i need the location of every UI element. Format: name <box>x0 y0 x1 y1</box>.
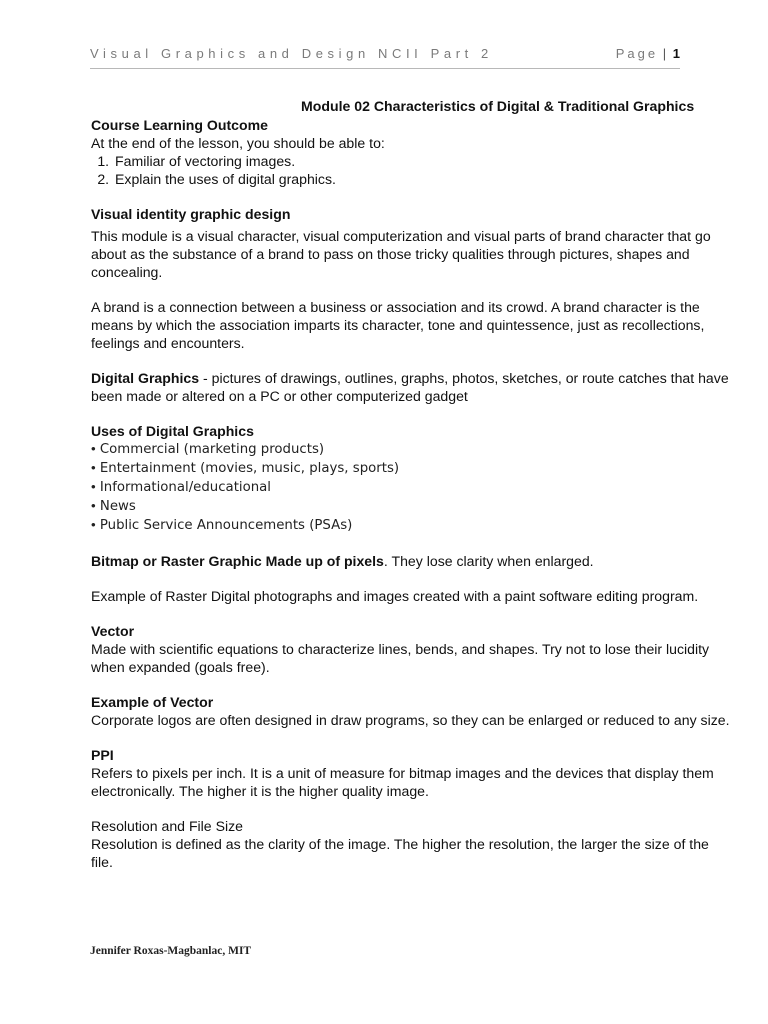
uses-list <box>91 440 731 535</box>
list-item: 1. Familiar of vectoring images. <box>113 152 731 170</box>
list-item: 2. Explain the uses of digital graphics. <box>113 170 731 188</box>
bitmap-definition: . They lose clarity when enlarged. <box>383 553 594 569</box>
page-separator: | <box>662 46 667 61</box>
page-label: Page <box>615 46 659 61</box>
digital-graphics-definition: - pictures of drawings, outlines, graphs, photos, sketches, or route catches that have been made or altered on a PC or other computerized gadget <box>91 370 729 404</box>
footer-author: Jennifer Roxas-Magbanlac, MIT <box>90 945 252 957</box>
bullet-icon: • <box>91 498 96 513</box>
digital-graphics-paragraph <box>91 369 731 405</box>
uses-heading: Uses of Digital Graphics <box>91 423 254 439</box>
resolution-heading: Resolution and File Size <box>91 818 243 834</box>
ppi-heading: PPI <box>91 747 114 763</box>
page-header <box>90 44 680 69</box>
list-item: • News <box>91 498 136 514</box>
list-item: • Informational/educational <box>91 479 272 495</box>
learning-outcome-intro: At the end of the lesson, you should be able to: <box>91 135 385 151</box>
learning-outcome-list <box>91 152 731 188</box>
vector-paragraph: Made with scientific equations to characterize lines, bends, and shapes. Try not to lose their lucidity when expanded (goals free). <box>91 641 710 675</box>
raster-example-paragraph: Example of Raster Digital photographs and images created with a paint software editing program. <box>91 588 699 604</box>
vector-heading: Vector <box>91 623 135 639</box>
page-indicator <box>616 46 680 61</box>
page-number: 1 <box>672 46 680 61</box>
header-title: Visual Graphics and Design NCII Part 2 <box>90 46 493 61</box>
list-item: • Entertainment (movies, music, plays, sports) <box>91 460 400 476</box>
visual-identity-paragraph: This module is a visual character, visual computerization and visual parts of brand character that go about as the substance of a brand to pass on those tricky qualities through pictures, shapes and concealing. <box>91 228 711 280</box>
visual-identity-heading: Visual identity graphic design <box>91 206 291 222</box>
bullet-icon: • <box>91 517 96 532</box>
learning-outcome-heading: Course Learning Outcome <box>91 117 268 133</box>
vector-example-paragraph: Corporate logos are often designed in draw programs, so they can be enlarged or reduced to any size. <box>91 712 730 728</box>
digital-graphics-term: Digital Graphics <box>91 370 200 386</box>
document-body <box>91 96 731 871</box>
brand-paragraph: A brand is a connection between a business or association and its crowd. A brand character is the means by which the association imparts its character, tone and quintessence, just as recollections, feelings and encounters. <box>91 299 705 351</box>
vector-example-heading: Example of Vector <box>91 694 214 710</box>
ppi-paragraph: Refers to pixels per inch. It is a unit of measure for bitmap images and the devices that display them electronically. The higher it is the higher quality image. <box>91 765 714 799</box>
bullet-icon: • <box>91 441 96 456</box>
bitmap-term: Bitmap or Raster Graphic Made up of pixels <box>91 553 384 569</box>
bitmap-paragraph <box>91 552 731 570</box>
bullet-icon: • <box>91 479 96 494</box>
resolution-paragraph: Resolution is defined as the clarity of the image. The higher the resolution, the larger the size of the file. <box>91 836 709 870</box>
module-title: Module 02 Characteristics of Digital & Traditional Graphics <box>301 98 695 114</box>
bullet-icon: • <box>91 460 96 475</box>
list-item: • Public Service Announcements (PSAs) <box>91 517 353 533</box>
list-item: • Commercial (marketing products) <box>91 441 325 457</box>
